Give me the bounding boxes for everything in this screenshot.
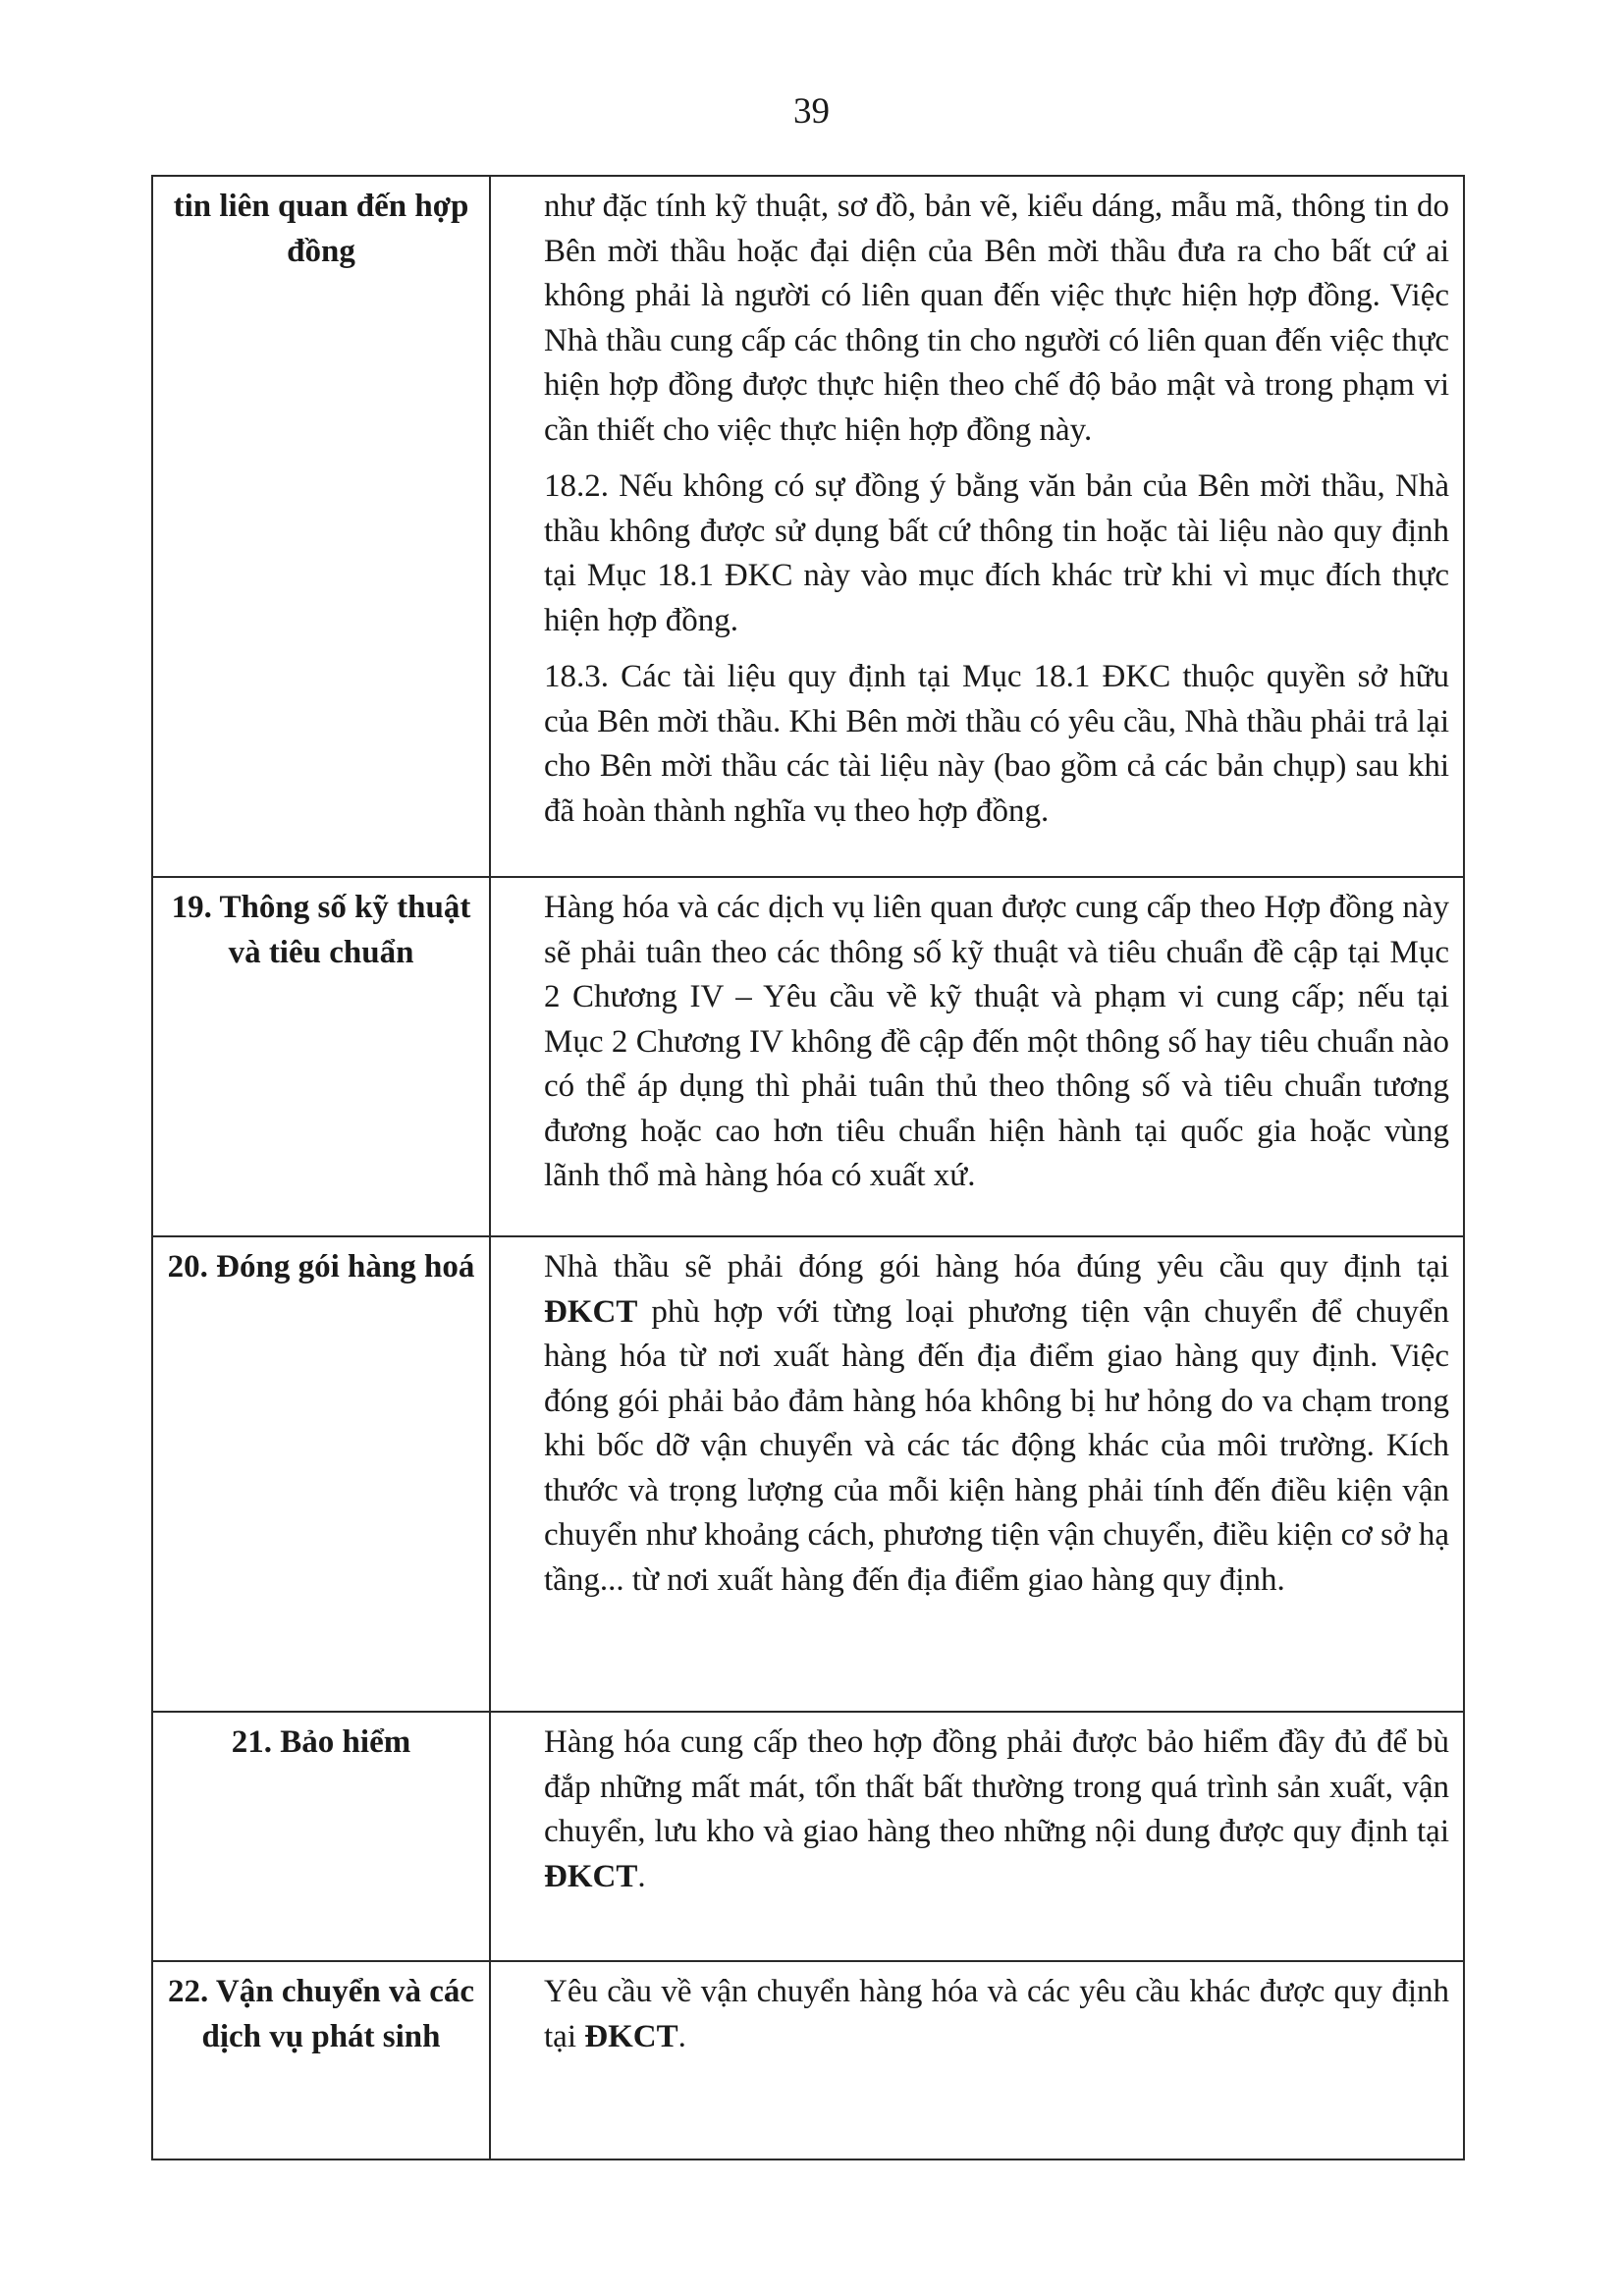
clause-description: [490, 1236, 1464, 1712]
clause-term: 19. Thông số kỹ thuật và tiêu chuẩn: [152, 877, 490, 1236]
clause-paragraph: như đặc tính kỹ thuật, sơ đồ, bản vẽ, kiểu dáng, mẫu mã, thông tin do Bên mời thầu hoặc đại diện của Bên mời thầu đưa ra cho bất cứ ai không phải là người có liên quan đến việc thực hiện hợp đồng. Việc Nhà thầu cung cấp các thông tin cho người có liên quan đến việc thực hiện hợp đồng được thực hiện theo chế độ bảo mật và trong phạm vi cần thiết cho việc thực hiện hợp đồng này.: [544, 189, 1449, 448]
paragraph-text: Hàng hóa cung cấp theo hợp đồng phải được bảo hiểm đầy đủ để bù đắp những mất mát, tổn thất bất thường trong quá trình sản xuất, vận chuyển, lưu kho và giao hàng theo những nội dung được quy định tại: [544, 1724, 1449, 1849]
dkct-reference: ĐKCT: [584, 2018, 678, 2054]
clause-term: 21. Bảo hiểm: [152, 1712, 490, 1961]
table-row: [152, 877, 1464, 1236]
clauses-table: [151, 175, 1465, 2160]
clause-paragraph: [544, 1721, 1449, 1899]
clause-description: [490, 1712, 1464, 1961]
clause-description: [490, 176, 1464, 877]
dkct-reference: ĐKCT: [544, 1858, 638, 1894]
clause-paragraph: [544, 1970, 1449, 2059]
table-row: [152, 176, 1464, 877]
paragraph-text: phù hợp với từng loại phương tiện vận chuyển để chuyển hàng hóa từ nơi xuất hàng đến địa điểm giao hàng quy định. Việc đóng gói phải bảo đảm hàng hóa không bị hư hỏng do va chạm trong khi bốc dỡ vận chuyển và các tác động khác của môi trường. Kích thước và trọng lượng của mỗi kiện hàng phải tính đến điều kiện vận chuyển như khoảng cách, phương tiện vận chuyển, điều kiện cơ sở hạ tầng... từ nơi xuất hàng đến địa điểm giao hàng quy định.: [544, 1293, 1449, 1598]
paragraph-text: Nhà thầu sẽ phải đóng gói hàng hóa đúng yêu cầu quy định tại: [544, 1249, 1449, 1285]
clause-description: [490, 1961, 1464, 2159]
paragraph-text: .: [677, 2018, 686, 2054]
table-row: [152, 1712, 1464, 1961]
table-row: [152, 1236, 1464, 1712]
clause-description: [490, 877, 1464, 1236]
clause-term: 20. Đóng gói hàng hoá: [152, 1236, 490, 1712]
page-number: 39: [793, 91, 830, 132]
clause-paragraph: [544, 1245, 1449, 1603]
clause-paragraph: Hàng hóa và các dịch vụ liên quan được cung cấp theo Hợp đồng này sẽ phải tuân theo các thông số kỹ thuật và tiêu chuẩn đề cập tại Mục 2 Chương IV – Yêu cầu về kỹ thuật và phạm vi cung cấp; nếu tại Mục 2 Chương IV không đề cập đến một thông số hay tiêu chuẩn nào có thể áp dụng thì phải tuân thủ theo thông số và tiêu chuẩn tương đương hoặc cao hơn tiêu chuẩn hiện hành tại quốc gia hoặc vùng lãnh thổ mà hàng hóa có xuất xứ.: [544, 890, 1449, 1193]
paragraph-text: .: [637, 1858, 646, 1894]
paragraph-text: Yêu cầu về vận chuyển hàng hóa và các yêu cầu khác được quy định tại: [544, 1974, 1449, 2054]
clause-term: tin liên quan đến hợp đồng: [152, 176, 490, 877]
dkct-reference: ĐKCT: [544, 1293, 638, 1330]
clause-paragraph: 18.3. Các tài liệu quy định tại Mục 18.1 ĐKC thuộc quyền sở hữu của Bên mời thầu. Khi Bên mời thầu có yêu cầu, Nhà thầu phải trả lại cho Bên mời thầu các tài liệu này (bao gồm cả các bản chụp) sau khi đã hoàn thành nghĩa vụ theo hợp đồng.: [544, 659, 1449, 829]
clause-paragraph: 18.2. Nếu không có sự đồng ý bằng văn bản của Bên mời thầu, Nhà thầu không được sử dụng bất cứ thông tin hoặc tài liệu nào quy định tại Mục 18.1 ĐKC này vào mục đích khác trừ khi vì mục đích thực hiện hợp đồng.: [544, 468, 1449, 638]
table-row: [152, 1961, 1464, 2159]
clause-term: 22. Vận chuyển và các dịch vụ phát sinh: [152, 1961, 490, 2159]
